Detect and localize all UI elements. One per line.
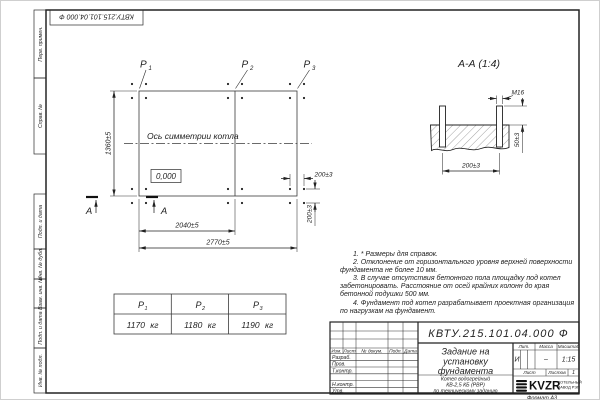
scale-value: 1:15 <box>561 356 576 364</box>
symmetry-axis-label: Ось симметрии котла <box>147 131 239 141</box>
logo-caption-line: КОТЕЛЬНЫЙ <box>558 380 582 385</box>
title-block <box>330 322 582 395</box>
sign-row-label: Н.контр. <box>332 381 354 388</box>
scale-label: Масштаб <box>557 344 580 349</box>
dim-span-inner-label: 2040±5 <box>175 222 199 230</box>
section-cut-marks <box>85 197 167 217</box>
product-name-line: КВ-2,5 КБ (РВР) <box>446 382 485 389</box>
margin-label: Взам. инв. № <box>38 277 44 310</box>
sign-row-label: Т.контр. <box>332 368 353 375</box>
lit-label: Лит. <box>518 344 530 349</box>
product-name-line: по техническому заданию <box>433 388 498 395</box>
note-item: 2. Отклонение от горизонтального уровня верхней поверхности фундамента не более 10 мм. <box>340 259 573 275</box>
mass-value: – <box>544 356 548 364</box>
dim-bolt-y-label: 200±3 <box>306 204 314 224</box>
note-item: 4. Фундамент под котел разрабатывает проектная организация по нагрузкам на фундамент. <box>340 299 575 315</box>
level-mark: 0,000 <box>155 172 177 181</box>
margin-label: Подп. и дата <box>38 204 44 239</box>
dim-bolt-x-label: 200±3 <box>314 171 333 179</box>
coil-icon <box>516 380 527 392</box>
top-stamp-doc-number: КВТУ.215.101.04.000 Ф <box>59 12 134 20</box>
lit-value: И <box>514 356 520 364</box>
change-header-cell: Лист <box>343 349 356 355</box>
margin-label: Справ. № <box>38 103 44 129</box>
sheet-label: Лист <box>523 371 536 376</box>
load-col-sub: 2 <box>202 306 206 312</box>
load-col-header: Р <box>138 300 145 310</box>
plan-view <box>85 60 333 253</box>
load-point-sub: 3 <box>312 66 316 72</box>
load-col-sub: 3 <box>259 306 263 312</box>
margin-stamp-column <box>34 10 46 393</box>
margin-label: Подп. и дата <box>38 311 44 345</box>
section-view <box>431 58 528 175</box>
dim-protrusion-label: 50±3 <box>514 132 521 148</box>
dim-span-outer-label: 2770±5 <box>206 239 230 247</box>
dim-spacing-label: 200±3 <box>461 162 481 170</box>
load-col-sub: 1 <box>144 306 148 312</box>
change-header-cell: № докум. <box>361 349 383 355</box>
margin-label: Перв. примен. <box>38 26 44 62</box>
load-point-label: Р <box>303 59 311 71</box>
sheets-value: 1 <box>571 370 576 376</box>
sign-row-label: Утв. <box>332 388 344 395</box>
sheets-label: Листов <box>548 371 566 376</box>
note-item: 1. * Размеры для справок. <box>353 251 438 258</box>
drawing-title-line: Задание на <box>441 346 490 357</box>
product-name-line: Котел водогрейный <box>440 376 491 383</box>
doc-number: КВТУ.215.101.04.000 Ф <box>428 328 569 340</box>
change-header-cell: Изм. <box>331 349 342 355</box>
section-title: А-А (1:4) <box>457 58 501 70</box>
load-table <box>114 294 286 334</box>
margin-label: Инв. № дубл. <box>38 247 44 281</box>
section-letter: А <box>85 206 93 217</box>
dim-height-label: 1360±5 <box>105 131 113 156</box>
change-header-cell: Подп. <box>389 349 402 355</box>
load-value: 1170 кг <box>126 320 159 330</box>
drawing-canvas <box>1 1 600 400</box>
margin-label: Инв. № подл. <box>38 354 44 387</box>
drawing-title-line: установку <box>443 356 488 367</box>
load-value: 1180 кг <box>184 320 216 330</box>
sign-row-label: Пров. <box>332 361 346 368</box>
thread-label: М16 <box>511 89 525 97</box>
section-letter: А <box>160 206 168 217</box>
note-item: 3. В случае отсутствия бетонного пола площадку под котел забетонировать. Расстояние от осей крайних колонн до края бетонной подушки 500 мм. <box>340 275 561 299</box>
load-point-sub: 2 <box>250 66 254 72</box>
drawing-title-line: фундамента <box>437 366 494 376</box>
format-label: Формат А3 <box>527 395 558 400</box>
load-point-label: Р <box>241 59 249 71</box>
top-stamp <box>50 10 143 25</box>
logo-caption-line: ЗАВОД РЭП <box>558 385 580 390</box>
notes-block <box>340 251 582 316</box>
logo-text: KVZR <box>529 380 561 393</box>
load-value: 1190 кг <box>241 320 274 330</box>
kvzr-logo <box>516 380 582 393</box>
mass-label: Масса <box>539 344 553 349</box>
load-point-label: Р <box>140 59 147 71</box>
load-col-header: Р <box>253 300 260 310</box>
load-point-sub: 1 <box>148 66 152 72</box>
sign-row-label: Разраб. <box>332 354 351 361</box>
anchor-stud <box>440 106 446 147</box>
change-header-cell: Дата <box>404 349 417 355</box>
anchor-stud <box>497 106 503 147</box>
load-col-header: Р <box>195 300 202 310</box>
